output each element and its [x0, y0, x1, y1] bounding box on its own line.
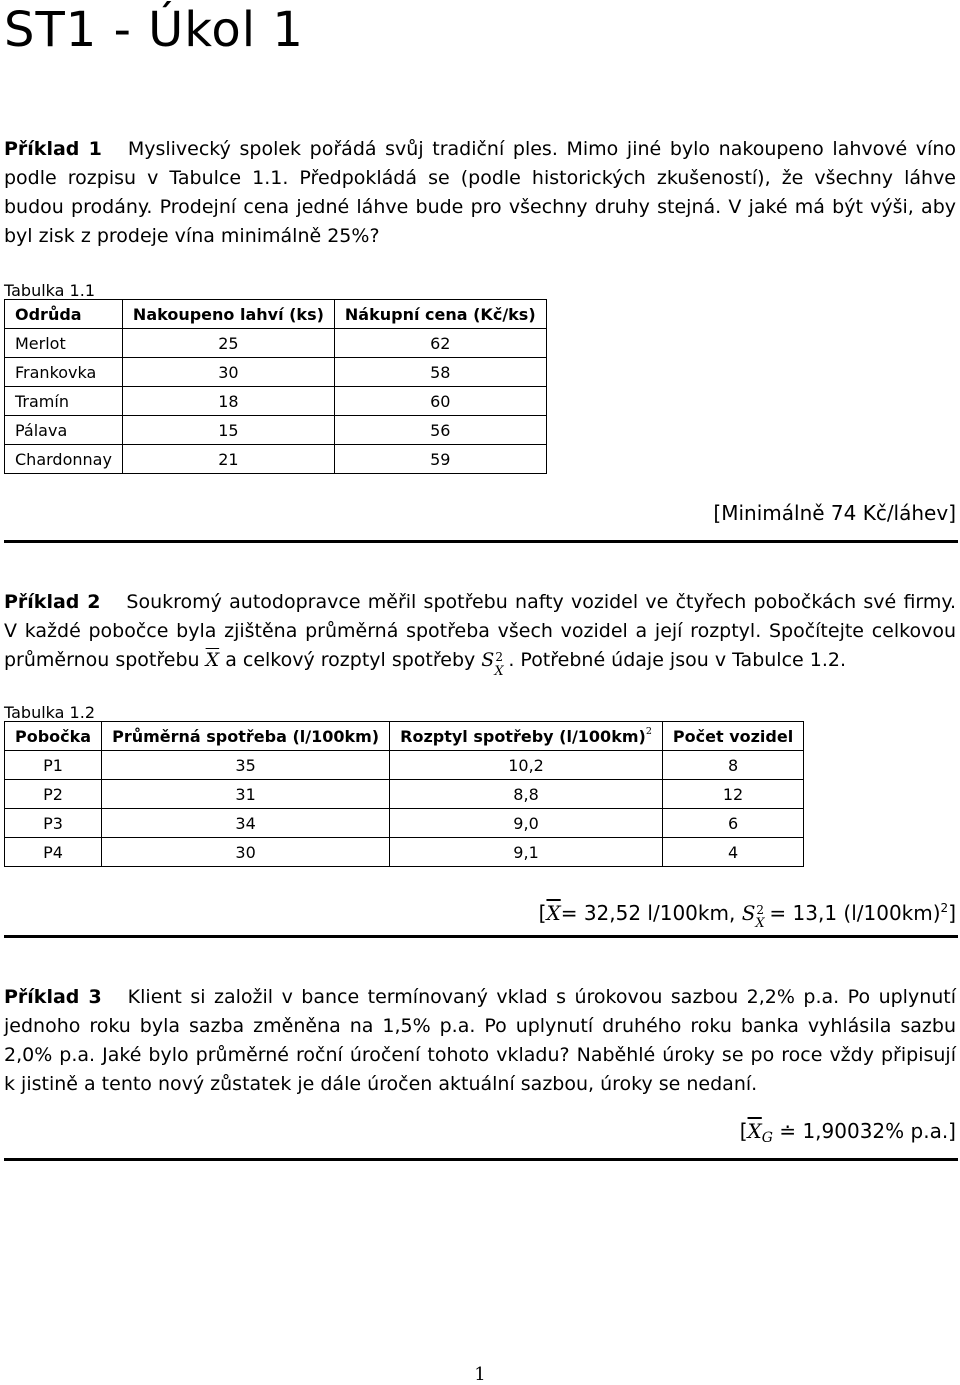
table-cell: 10,2	[390, 751, 663, 780]
table-cell: Chardonnay	[5, 445, 123, 474]
mean-symbol: $\overline{X}$	[205, 649, 220, 671]
table-cell: Merlot	[5, 329, 123, 358]
table-cell: P1	[5, 751, 102, 780]
table-1-1-caption: Tabulka 1.1	[4, 281, 95, 300]
table-cell: 6	[662, 809, 803, 838]
example-2-text-b: a celkový rozptyl spotřeby	[225, 649, 476, 671]
table-header-row	[5, 722, 804, 751]
section-divider	[4, 1158, 958, 1161]
table-cell: Frankovka	[5, 358, 123, 387]
table-cell: 30	[122, 358, 334, 387]
page-title: ST1 - Úkol 1	[4, 2, 304, 58]
table-1-1	[4, 299, 547, 474]
table-cell: 12	[662, 780, 803, 809]
table-row	[5, 387, 547, 416]
table-row	[5, 445, 547, 474]
table-cell: 8,8	[390, 780, 663, 809]
table-row	[5, 780, 804, 809]
table-cell: 15	[122, 416, 334, 445]
page-number: 1	[474, 1364, 486, 1385]
section-divider	[4, 540, 958, 543]
variance-sub-superscript: 2 X	[494, 649, 504, 679]
table-cell: Tramín	[5, 387, 123, 416]
table-header-cell: Nákupní cena (Kč/ks)	[334, 300, 546, 329]
example-2-answer: [$\overline{X}= 32,52$ l/100km, S 2 X = 13,1 $(l/100km)^2$]	[538, 901, 956, 931]
section-divider	[4, 935, 958, 938]
table-row	[5, 838, 804, 867]
table-cell: 56	[334, 416, 546, 445]
mean-symbol: $\overline{X}$	[546, 901, 561, 925]
table-row	[5, 751, 804, 780]
table-row	[5, 358, 547, 387]
geometric-mean-symbol: $\overline{X}$	[747, 1119, 762, 1143]
example-1-text: Myslivecký spolek pořádá svůj tradiční ples. Mimo jiné bylo nakoupeno lahvové víno podle rozpisu v Tabulce 1.1. Předpokládá se (podle historických zkušeností), že všechny láhve budou prodány. Prodejní cena jedné láhve bude pro všechny druhy stejná. V jaké má být výši, aby byl zisk z prodeje vína minimálně 25%?	[4, 138, 956, 247]
table-row	[5, 416, 547, 445]
table-header-cell: Pobočka	[5, 722, 102, 751]
table-cell: 60	[334, 387, 546, 416]
table-cell: 9,1	[390, 838, 663, 867]
example-2-paragraph	[4, 588, 956, 679]
table-header-row	[5, 300, 547, 329]
example-1-label: Příklad 1	[4, 138, 102, 160]
variance-symbol: S	[481, 649, 495, 671]
example-3-text: Klient si založil v bance termínovaný vklad s úrokovou sazbou 2,2% p.a. Po uplynutí jednoho roku byla sazba změněna na 1,5% p.a. Po uplynutí druhého roku banka vyhlásila sazbu 2,0% p.a. Jaké bylo průměrné roční úročení tohoto vkladu? Naběhlé úroky se po roce vždy připisují k jistině a tento nový zůstatek je dále úročen aktuální sazbou, úroky se nedaní.	[4, 986, 957, 1095]
table-cell: 34	[102, 809, 390, 838]
table-row	[5, 809, 804, 838]
table-1-2-caption: Tabulka 1.2	[4, 703, 95, 722]
table-cell: P2	[5, 780, 102, 809]
example-3-label: Příklad 3	[4, 986, 102, 1008]
example-2-text-c: . Potřebné údaje jsou v Tabulce 1.2.	[508, 649, 847, 671]
table-cell: 62	[334, 329, 546, 358]
table-cell: 30	[102, 838, 390, 867]
table-cell: 21	[122, 445, 334, 474]
variance-sub-superscript: 2 X	[755, 902, 765, 931]
table-cell: 8	[662, 751, 803, 780]
table-cell: 18	[122, 387, 334, 416]
table-header-cell: Nakoupeno lahví (ks)	[122, 300, 334, 329]
table-header-cell: Odrůda	[5, 300, 123, 329]
example-2-answer-mean: = 32,52 l/100km,	[560, 901, 742, 925]
example-3-paragraph	[4, 983, 956, 1099]
table-cell: 58	[334, 358, 546, 387]
example-2-label: Příklad 2	[4, 591, 101, 613]
table-cell: 59	[334, 445, 546, 474]
example-2-text-a: Soukromý autodopravce měřil spotřebu nafty vozidel ve čtyřech pobočkách své firmy. V každé pobočce byla zjištěna průměrná spotřeba všech vozidel a její rozptyl. Spočítejte celkovou průměrnou spotřebu	[4, 591, 956, 671]
table-header-cell: Rozptyl spotřeby $(l/100km)^2$	[390, 722, 663, 751]
table-cell: 35	[102, 751, 390, 780]
table-header-cell: Počet vozidel	[662, 722, 803, 751]
table-1-2	[4, 721, 804, 867]
table-cell: 9,0	[390, 809, 663, 838]
table-header-cell: Průměrná spotřeba (l/100km)	[102, 722, 390, 751]
variance-symbol: S	[741, 901, 756, 925]
example-1-paragraph	[4, 135, 956, 251]
table-cell: P4	[5, 838, 102, 867]
example-2-answer-variance: = 13,1 (l/100km)	[769, 901, 941, 925]
table-cell: P3	[5, 809, 102, 838]
table-cell: 4	[662, 838, 803, 867]
example-3-answer-value: 1,90032% p.a.]	[802, 1119, 956, 1143]
example-3-answer: [$\overline{X}_G$ ≐ 1,90032% p.a.]	[739, 1119, 956, 1146]
table-cell: Pálava	[5, 416, 123, 445]
table-row	[5, 329, 547, 358]
table-cell: 31	[102, 780, 390, 809]
example-1-answer: [Minimálně 74 Kč/láhev]	[713, 501, 956, 525]
geometric-mean-subscript: G	[761, 1130, 773, 1146]
table-cell: 25	[122, 329, 334, 358]
